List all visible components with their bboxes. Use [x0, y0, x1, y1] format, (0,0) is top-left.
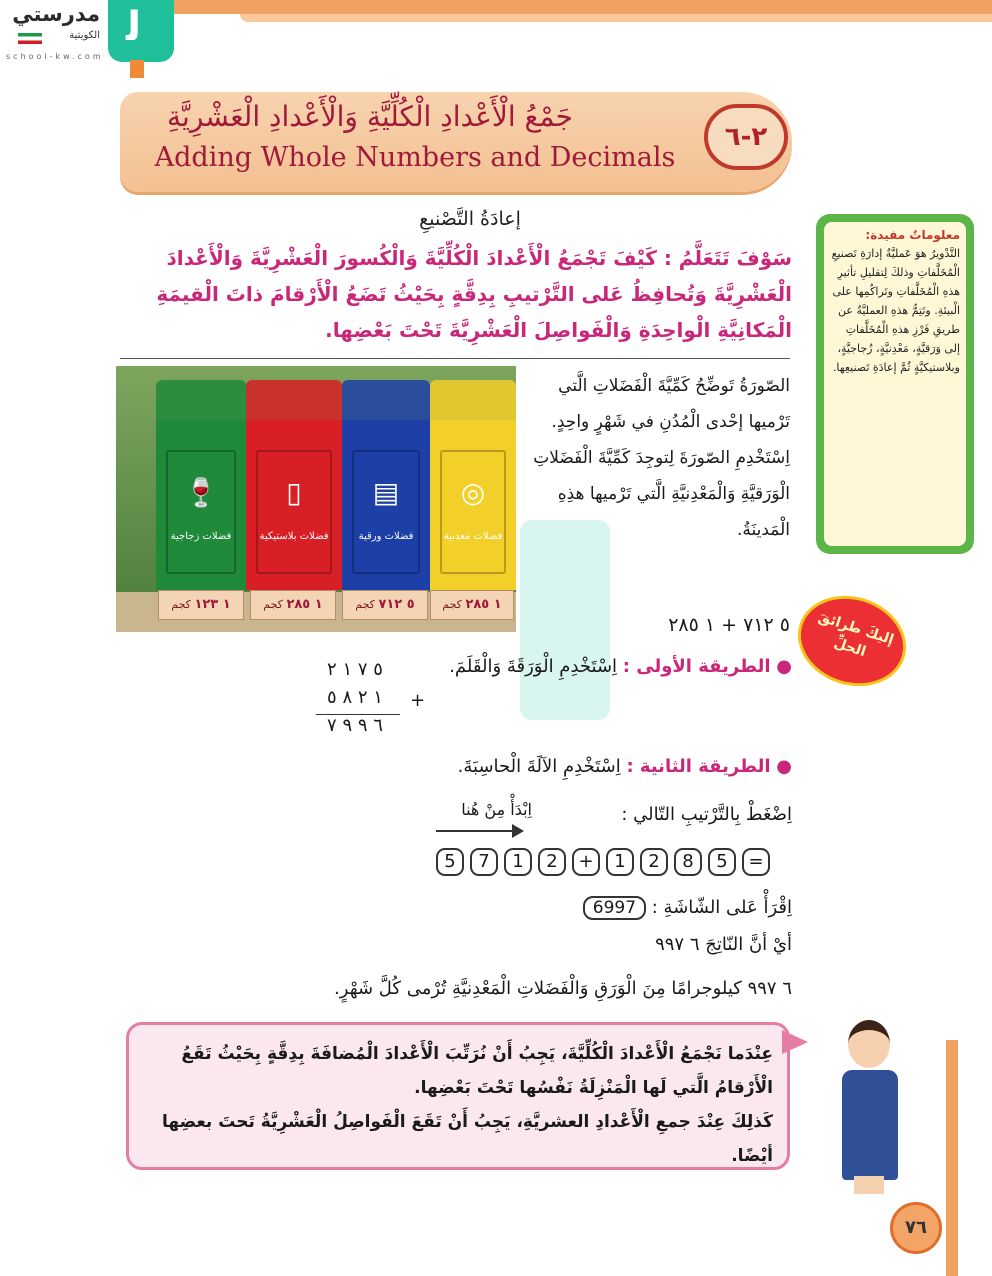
plus-sign: + — [410, 690, 426, 711]
bin-door — [352, 450, 420, 574]
key-2[interactable]: 2 — [538, 848, 566, 876]
info-inner — [824, 222, 966, 546]
method-two-label: الطريقة الثانية : — [626, 756, 771, 777]
sum-line — [316, 714, 400, 715]
weight-plastic — [250, 590, 336, 620]
speech-tail — [782, 1030, 808, 1054]
sum-result: ٦ ٩ ٩ ٧ — [327, 715, 383, 736]
bin-door — [256, 450, 332, 574]
weight-value: ١ ٢٨٥ — [286, 597, 323, 612]
side-stripe — [946, 1040, 958, 1276]
objective-text: كَيْفَ تَجْمَعُ الْأَعْدادَ الْكُلِّيَّةَ وَالْكُسورَ الْعَشْرِيَّةَ وَالْأَعْدادَ الْعَشْرِيَّةَ وَتُحافِظُ عَلى التَّرْتيبِ بِدِقَّةٍ بِحَيْثُ تَضَعُ الْأَرْقامَ ذاتَ الْقيمَةِ الْمَكانِيَّةِ الْواحِدَةِ وَالْفَواصِلَ الْعَشْرِيَّةَ تَحْتَ بَعْضِها. — [156, 246, 792, 342]
lesson-number: ٢-٦ — [724, 122, 768, 152]
bin-metal — [430, 380, 516, 590]
problem-p2: اِسْتَخْدِمِ الصّورَةَ لِتوجِدَ كَمِّيَّةَ الْفَضَلاتِ الْوَرَقيَّةِ وَالْمَعْدِنيَّةِ الَّتي تَرْميها هذِهِ الْمَدينَةُ. — [533, 448, 790, 540]
expression: ٥ ٧١٢ + ١ ٢٨٥ — [668, 614, 790, 636]
logo-subtitle: الكويتية — [69, 30, 100, 41]
calculator-display: 6997 — [583, 896, 646, 920]
key-5[interactable]: 5 — [436, 848, 464, 876]
bullet-icon: ● — [776, 756, 792, 777]
addend-1: ٥ ٧ ١ ٢ — [327, 659, 383, 680]
page-number: ٧٦ — [890, 1202, 942, 1254]
problem-text — [528, 368, 790, 548]
weight-unit: كجم — [355, 598, 375, 611]
bin-door — [166, 450, 236, 574]
logo-glyph-icon: ﻟ — [126, 4, 142, 50]
info-sidebar — [816, 214, 974, 554]
addend-2: ١ ٢ ٨ ٥ — [327, 687, 383, 708]
top-stripe-light — [240, 14, 992, 22]
start-here-label: اِبْدَأْ مِنْ هُنا — [461, 800, 532, 819]
badge-text: إليكَ طرائقَ الحلِّ — [816, 608, 896, 661]
girl-head — [848, 1020, 890, 1068]
girl-legs — [854, 1176, 884, 1194]
start-here — [432, 800, 532, 819]
key-1[interactable]: 1 — [606, 848, 634, 876]
calculator-keys — [436, 848, 770, 878]
bin-label: فضلات زجاجية — [170, 531, 232, 542]
method-two — [440, 756, 792, 777]
top-stripe — [150, 0, 992, 14]
weight-unit: كجم — [171, 598, 191, 611]
learning-objective — [120, 240, 792, 348]
rule-box — [126, 1022, 790, 1170]
section-title: إعادَةُ التَّصْنيعِ — [419, 208, 521, 230]
key-5[interactable]: 5 — [708, 848, 736, 876]
strategy-badge — [790, 586, 914, 696]
lesson-number-badge — [704, 104, 788, 170]
result-line: أيْ أنَّ النّاتِجَ ٦ ٩٩٧ — [655, 934, 792, 955]
glass-icon: 🍷 — [183, 476, 219, 509]
column-addition — [300, 656, 426, 740]
logo-title: مدرستي — [12, 2, 100, 26]
bin-paper — [342, 380, 430, 590]
rule-line-2: كَذلِكَ عِنْدَ جمعِ الْأَعْدادِ العشريَّةِ، يَجِبُ أَنْ تَقَعَ الْفَواصِلُ الْعَشْرِيَّةُ تَحتَ بعضِها أيْضًا. — [161, 1112, 773, 1166]
logo-tag — [130, 60, 144, 78]
bin-label: فضلات بلاستيكية — [259, 531, 329, 542]
weight-value: ١ ٢٨٥ — [465, 597, 502, 612]
weight-unit: كجم — [442, 598, 462, 611]
bin-label: فضلات معدنية — [443, 531, 503, 542]
weight-value: ٥ ٧١٢ — [378, 597, 415, 612]
recycling-bins-photo — [116, 366, 516, 632]
paper-icon: ▤ — [372, 476, 400, 509]
rule-line-1: عِنْدَما نَجْمَعُ الْأَعْدادَ الْكُلِّيَّةَ، يَجِبُ أَنْ نُرَتِّبَ الْأَعْدادَ الْمُضافَةَ بِدِقَّةٍ بِحَيْثُ تَقَعُ الْأَرْقامُ الَّتي لَها الْمَنْزِلَةُ نَفْسُها تَحْتَ بَعْضِها. — [181, 1044, 773, 1098]
weight-paper — [342, 590, 428, 620]
site-logo[interactable] — [108, 0, 174, 62]
read-screen — [580, 896, 792, 920]
divider — [120, 358, 790, 359]
weight-glass — [158, 590, 244, 620]
method-one-label: الطريقة الأولى : — [622, 656, 771, 677]
objective-label: سَوْفَ تَتَعَلَّمُ : — [663, 246, 792, 270]
bin-label: فضلات ورقية — [358, 531, 414, 542]
weight-metal — [430, 590, 514, 620]
weight-unit: كجم — [263, 598, 283, 611]
read-screen-label: اِقْرَأْ عَلى الشّاشَةِ : — [651, 897, 792, 918]
problem-p1: الصّورَةُ تَوضِّحُ كَمِّيَّةَ الْفَضَلاتِ الَّتي تَرْميها إحْدى الْمُدُنِ في شَهْرٍ واحِدٍ. — [551, 376, 790, 432]
key-equals[interactable]: = — [742, 848, 770, 876]
key-1[interactable]: 1 — [504, 848, 532, 876]
arrow-line — [436, 830, 516, 832]
arrow-right-icon — [512, 824, 524, 838]
logo-url: school-kw.com — [6, 52, 104, 61]
lesson-title-en: Adding Whole Numbers and Decimals — [154, 142, 676, 173]
weight-value: ١ ١٢٣ — [194, 597, 231, 612]
key-8[interactable]: 8 — [674, 848, 702, 876]
bin-door — [440, 450, 506, 574]
method-one-text: اِسْتَخْدِمِ الْوَرَقَةَ وَالْقَلَمَ. — [449, 656, 618, 677]
key-2[interactable]: 2 — [640, 848, 668, 876]
lesson-title-ar: جَمْعُ الْأَعْدادِ الْكُلِّيَّةِ وَالْأَعْدادِ الْعَشْرِيَّةِ — [167, 100, 573, 133]
girl-body — [842, 1070, 898, 1180]
bullet-icon: ● — [776, 656, 792, 677]
key-plus[interactable]: + — [572, 848, 600, 876]
conclusion: ٦ ٩٩٧ كيلوجرامًا مِنَ الْوَرَقِ وَالْفَضَلاتِ الْمَعْدِنيَّةِ تُرْمى كُلَّ شَهْرٍ. — [334, 978, 792, 999]
method-two-text: اِسْتَخْدِمِ الآلَةَ الْحاسِبَةَ. — [457, 756, 621, 777]
can-icon: ◎ — [460, 476, 486, 509]
press-order: اِضْغَطْ بِالتَّرْتيبِ التّالي : — [621, 804, 792, 825]
info-text: التَّدْويرُ هوَ عَمليَّةُ إدارَةِ تَصنيعِ الْمُخَلَّفاتِ وذلكَ لِتقليلِ تأثيرِ هذهِ الْمُخَلَّفاتِ وتَراكُمِها على الْبيئةِ. وتَتِمُّ هذهِ العمليَّةُ عن طريقِ فَرْزِ هذهِ الْمُخَلَّفاتِ إلى وَرَقيَّةٍ، مَعْدِنيَّةٍ، زُجاجيَّةٍ، وبلاستيكيَّةٍ ثُمَّ إعادَةِ تَصنيعِها. — [831, 247, 960, 374]
method-one — [440, 656, 792, 677]
bin-glass — [156, 380, 246, 590]
bin-plastic — [246, 380, 342, 590]
plastic-icon: ▯ — [286, 476, 302, 509]
info-title: معلوماتٌ مفيدة: — [865, 228, 960, 242]
girl-illustration — [820, 1000, 920, 1200]
key-7[interactable]: 7 — [470, 848, 498, 876]
